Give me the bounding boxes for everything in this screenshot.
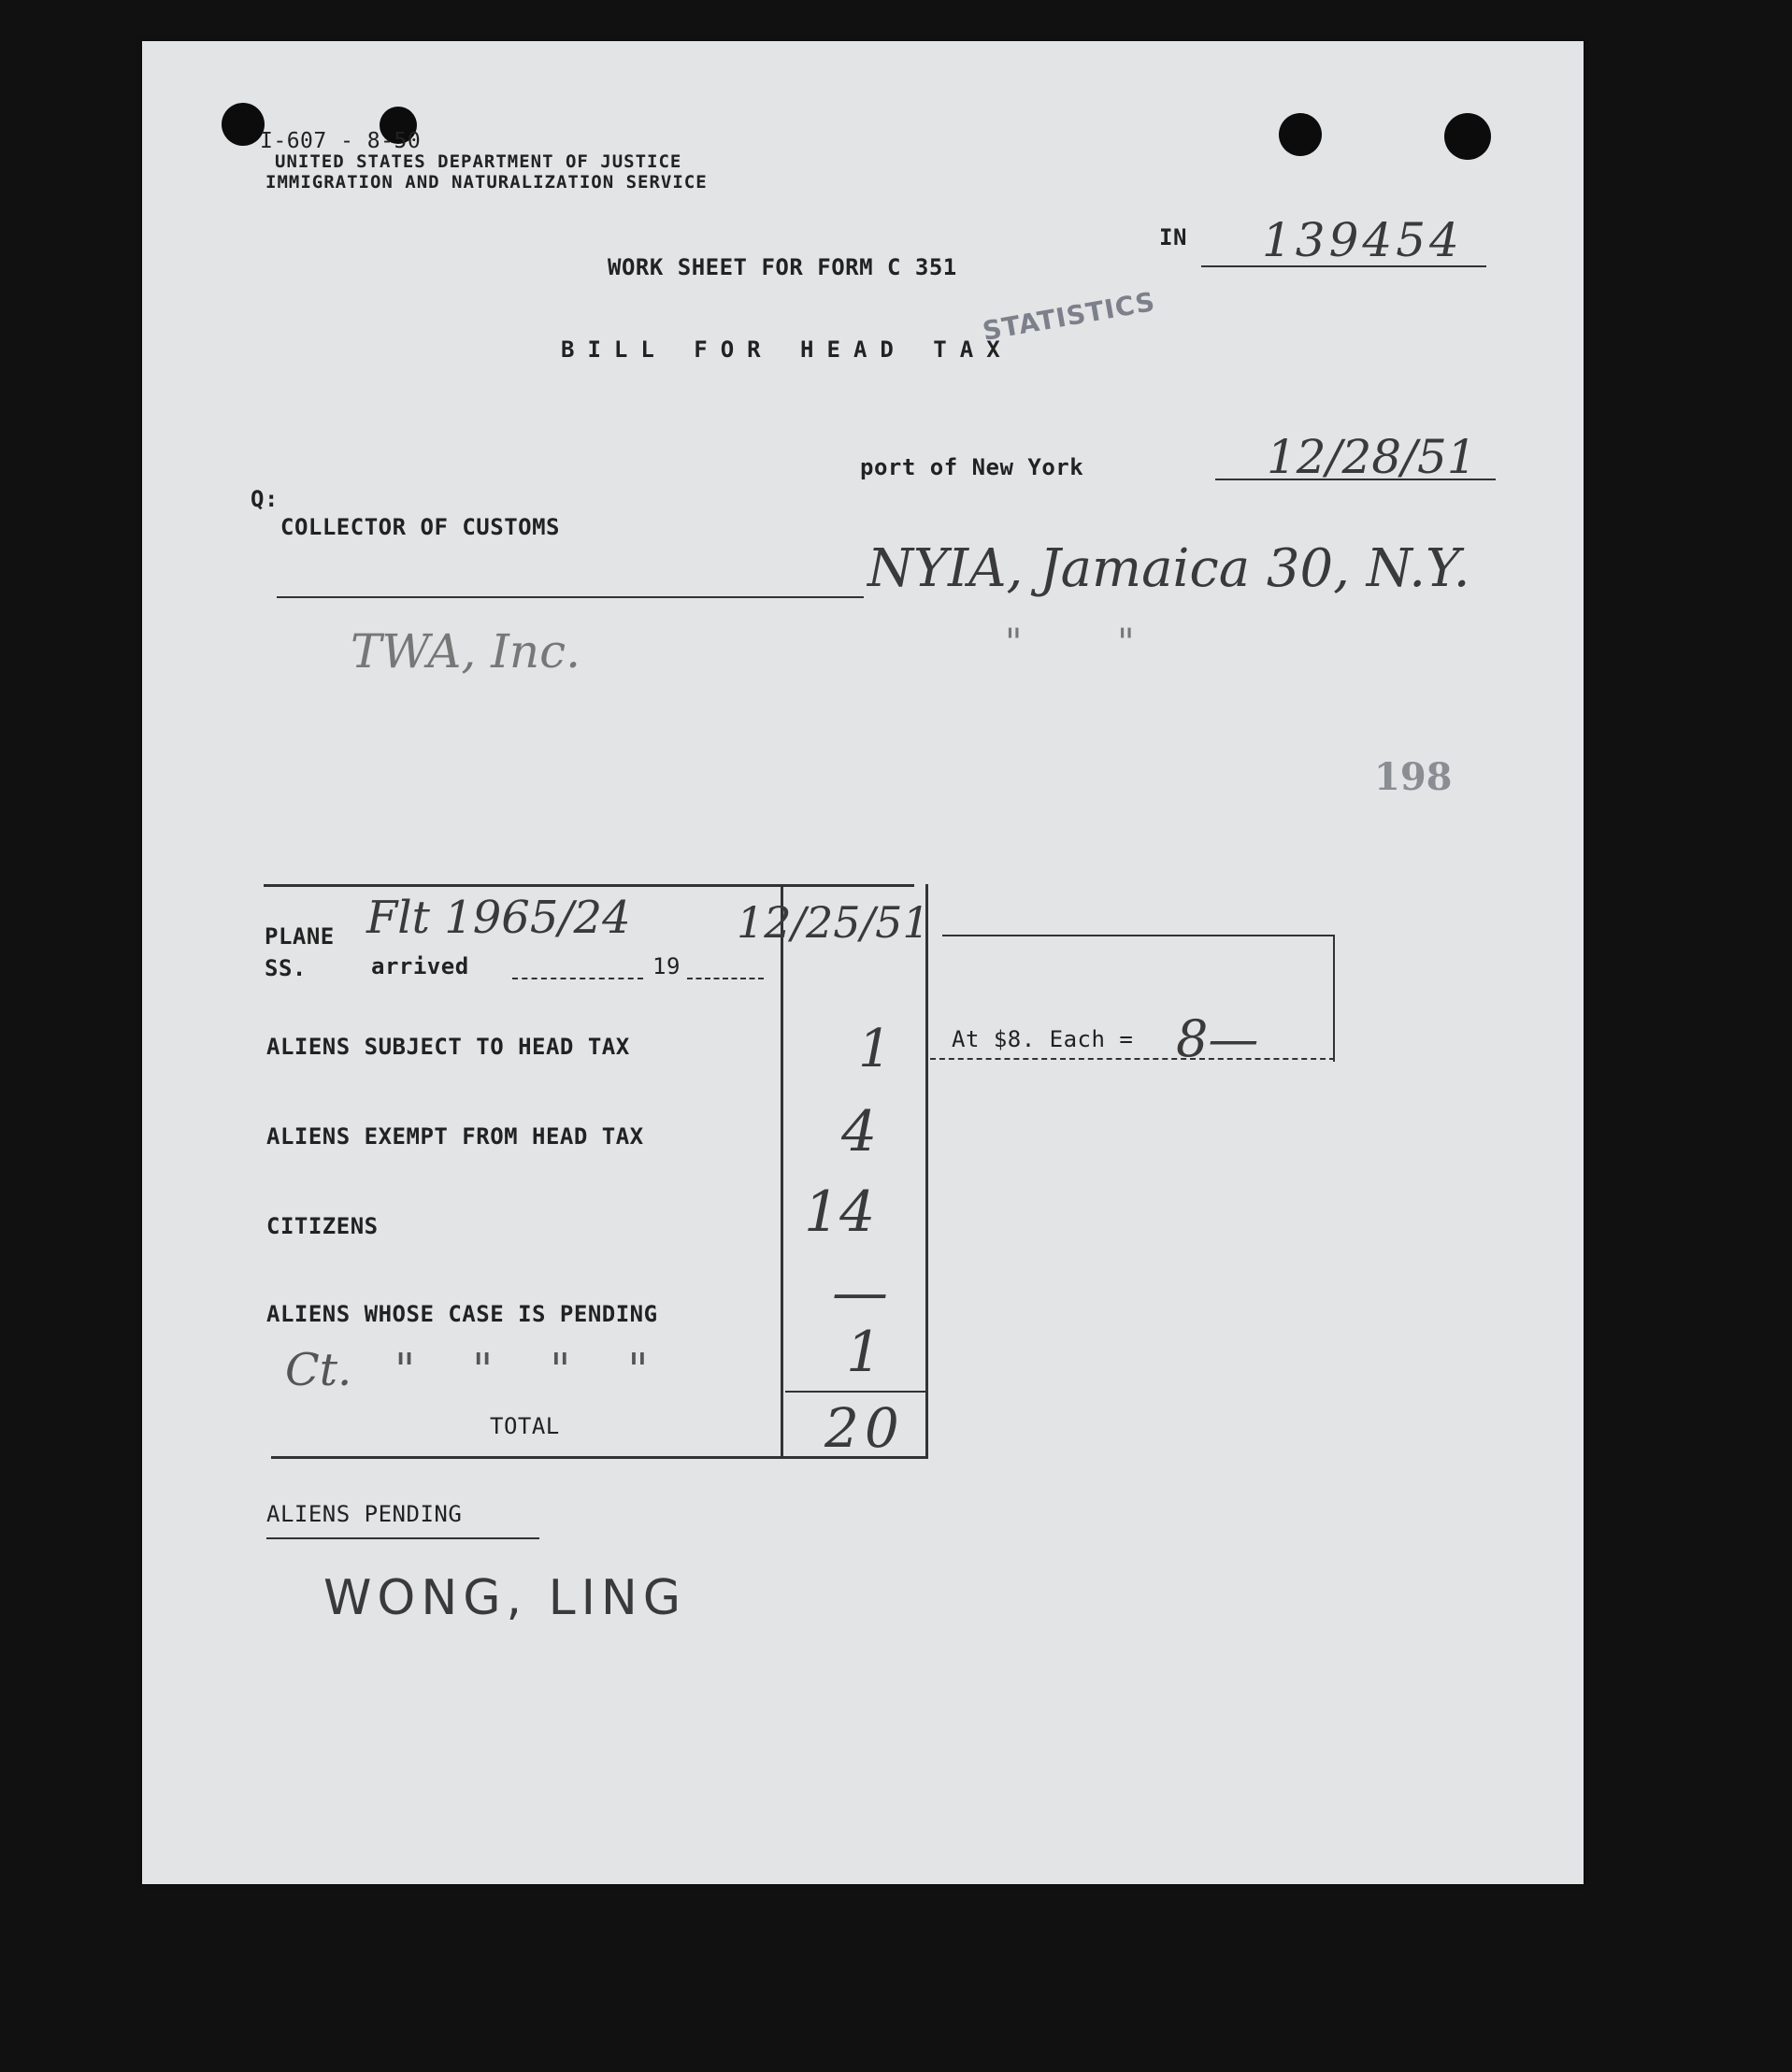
rate-box-right <box>1333 935 1335 1062</box>
ss-label: SS. <box>265 955 307 981</box>
table-top-border <box>264 884 914 887</box>
table-right-border <box>925 884 928 1456</box>
punch-hole-left-1 <box>222 103 265 146</box>
year-label: 19 <box>652 953 681 979</box>
statistics-stamp: STATISTICS <box>980 286 1158 347</box>
row-label-exempt: ALIENS EXEMPT FROM HEAD TAX <box>266 1123 644 1150</box>
punch-hole-right-1 <box>1279 113 1322 156</box>
ditto-marks: " " <box>1005 622 1135 664</box>
carrier-handwritten: TWA, Inc. <box>351 624 581 679</box>
date-underline <box>1215 479 1496 480</box>
arrival-date-handwritten: 12/25/51 <box>737 897 930 948</box>
work-sheet-title: WORK SHEET FOR FORM C 351 <box>608 254 957 280</box>
row-label-ct-ditto: Ct. " " " " <box>285 1344 649 1396</box>
in-number: 139454 <box>1262 213 1463 267</box>
agency-line-1: UNITED STATES DEPARTMENT OF JUSTICE <box>275 151 682 172</box>
arrived-label: arrived <box>371 953 469 979</box>
collector-label: COLLECTOR OF CUSTOMS <box>280 514 560 540</box>
form-code: I-607 - 8-50 <box>260 129 422 153</box>
pending-heading-underline <box>266 1537 539 1539</box>
port-label: port of New York <box>860 454 1084 480</box>
row-value-exempt: 4 <box>841 1099 878 1165</box>
plane-label: PLANE <box>265 923 335 950</box>
row-value-ct: 1 <box>846 1320 882 1385</box>
to-label: Q: <box>251 486 279 512</box>
total-value: 20 <box>824 1396 905 1460</box>
bill-date: 12/28/51 <box>1267 430 1477 484</box>
location-handwritten: NYIA, Jamaica 30, N.Y. <box>867 538 1470 599</box>
page-number: 198 <box>1374 755 1453 799</box>
year-blank <box>687 978 764 979</box>
collector-underline <box>277 596 864 598</box>
agency-line-2: IMMIGRATION AND NATURALIZATION SERVICE <box>265 172 708 193</box>
row-label-citizens: CITIZENS <box>266 1213 379 1239</box>
punch-hole-right-2 <box>1444 113 1491 160</box>
in-label: IN <box>1159 224 1187 250</box>
row-label-subject: ALIENS SUBJECT TO HEAD TAX <box>266 1034 630 1060</box>
aliens-pending-heading: ALIENS PENDING <box>266 1501 463 1527</box>
pending-name: WONG, LING <box>323 1570 687 1626</box>
in-number-underline <box>1201 265 1486 267</box>
row-value-subject: 1 <box>858 1019 892 1079</box>
table-divider <box>781 884 783 1456</box>
rate-box-bottom <box>930 1058 1335 1060</box>
arrived-blank <box>512 978 643 979</box>
total-separator <box>785 1391 927 1393</box>
row-label-pending: ALIENS WHOSE CASE IS PENDING <box>266 1301 658 1327</box>
flight-handwritten: Flt 1965/24 <box>366 892 631 944</box>
row-value-citizens: 14 <box>804 1179 876 1245</box>
total-label: TOTAL <box>490 1413 560 1439</box>
row-value-pending: — <box>832 1260 888 1325</box>
bill-title: BILL FOR HEAD TAX <box>561 336 1013 363</box>
rate-amount: 8— <box>1176 1009 1259 1068</box>
rate-label: At $8. Each = <box>952 1026 1134 1052</box>
rate-box-top <box>942 935 1335 936</box>
